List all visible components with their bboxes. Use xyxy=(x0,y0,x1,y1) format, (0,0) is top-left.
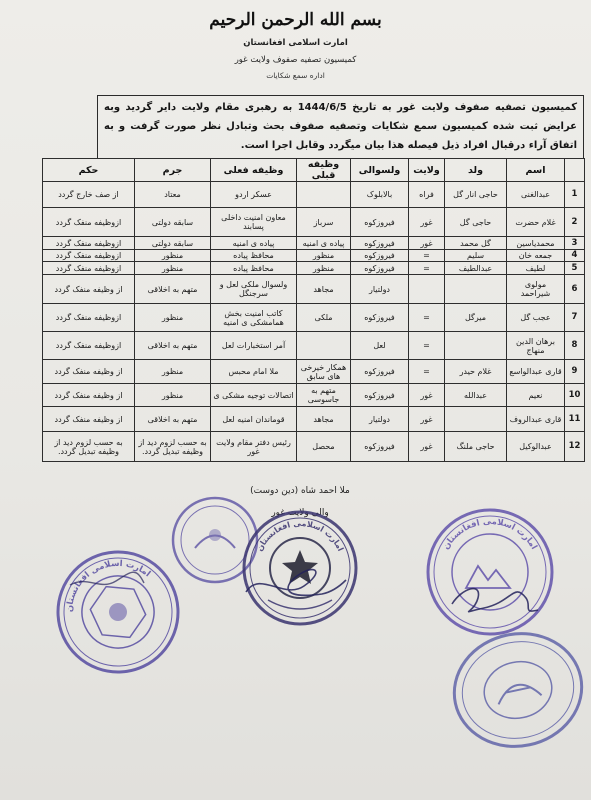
cell-prev-job: مجاهد xyxy=(297,407,351,432)
cell-verdict: از وظیفه منفک گردد xyxy=(43,407,135,432)
table-row xyxy=(43,407,585,432)
cell-curr-job: محافظ پیاده xyxy=(211,262,297,275)
cell-province: غور xyxy=(409,208,445,237)
cell-father: غلام حیدر xyxy=(445,360,507,384)
intro-paragraph: کمیسیون تصفیه صفوف ولایت غور به تاریخ 1444/6/5 به رهبری مقام ولایت دایر گردید وبه عرایض ثبت شده کمیسیون سمع شکایات وتصفیه صفوف بحث وتبادل نظر صورت گرفت و به اتفاق آراء درقبال افراد ذیل فیصله هذا بیان میگردد وقابل اجرا است. xyxy=(97,95,584,158)
table-row xyxy=(43,304,585,332)
cell-verdict: ازوظیفه منفک گردد xyxy=(43,208,135,237)
cell-curr-job: محافظ پیاده xyxy=(211,250,297,262)
cell-district: فیروزکوه xyxy=(351,360,409,384)
cell-name: قاری عبدالروف xyxy=(507,407,565,432)
col-header-name: اسم xyxy=(507,159,565,182)
table-row xyxy=(43,208,585,237)
cell-province: = xyxy=(409,360,445,384)
cell-verdict: ازوظیفه منفک گردد xyxy=(43,250,135,262)
cell-no: 8 xyxy=(565,332,585,360)
cell-father xyxy=(445,275,507,304)
cell-curr-job: اتصالات توجیه مشکی ی xyxy=(211,384,297,407)
col-header-curr-job: وظیفه فعلی xyxy=(211,159,297,182)
cell-district: فیروزکوه xyxy=(351,208,409,237)
cell-curr-job: کاتب امنیت بخش همامشکی ی امنیه xyxy=(211,304,297,332)
emirate-title: امارت اسلامی افغانستان xyxy=(243,38,348,48)
cell-name: نعیم xyxy=(507,384,565,407)
cell-father: عبدالطیف xyxy=(445,262,507,275)
cell-prev-job: منظور xyxy=(297,250,351,262)
cell-name: مولوی شیراحمد xyxy=(507,275,565,304)
cell-district: فیروزکوه xyxy=(351,262,409,275)
cell-province: غور xyxy=(409,407,445,432)
cell-curr-job: ولسوال ملکی لعل و سرجنگل xyxy=(211,275,297,304)
table-row xyxy=(43,360,585,384)
cell-verdict: ازوظیفه منفک گردد xyxy=(43,237,135,250)
cell-district: فیروزکوه xyxy=(351,384,409,407)
cell-crime: معتاد xyxy=(135,182,211,208)
cell-crime: متهم به اخلاقی xyxy=(135,407,211,432)
cell-prev-job: همکار خیرخی های سابق xyxy=(297,360,351,384)
cell-name: جمعه خان xyxy=(507,250,565,262)
cell-prev-job: متهم به جاسوسی xyxy=(297,384,351,407)
col-header-district: ولسوالی xyxy=(351,159,409,182)
cell-no: 6 xyxy=(565,275,585,304)
table-row xyxy=(43,432,585,462)
table-header-row xyxy=(43,159,585,182)
cell-crime: سابقه دولتی xyxy=(135,208,211,237)
cell-father: سلیم xyxy=(445,250,507,262)
cell-curr-job: آمر استخبارات لعل xyxy=(211,332,297,360)
cell-verdict: ازوظیفه منفک گردد xyxy=(43,332,135,360)
cell-crime: منظور xyxy=(135,384,211,407)
cell-name: محمدیاسین xyxy=(507,237,565,250)
cell-no: 4 xyxy=(565,250,585,262)
cell-father xyxy=(445,332,507,360)
cell-no: 12 xyxy=(565,432,585,462)
cell-crime: منظور xyxy=(135,360,211,384)
commission-title: کمیسیون تصفیه صفوف ولایت غور xyxy=(234,55,357,65)
signatory-name: ملا احمد شاه (دین دوست) xyxy=(250,486,350,496)
cell-province: غور xyxy=(409,384,445,407)
cell-verdict: از وظیفه منفک گردد xyxy=(43,275,135,304)
cell-verdict: به حسب لزوم دید از وظیفه تبدیل گردد. xyxy=(43,432,135,462)
cell-name: عبدالوکیل xyxy=(507,432,565,462)
cell-verdict: ازوظیفه منفک گردد xyxy=(43,262,135,275)
cell-curr-job: عسکر اردو xyxy=(211,182,297,208)
cell-father: حاجی گل xyxy=(445,208,507,237)
cell-verdict: از وظیفه منفک گردد xyxy=(43,384,135,407)
signatory-title: والی ولایت غور xyxy=(271,508,329,518)
cell-district: دولتیار xyxy=(351,275,409,304)
cell-district: فیروزکوه xyxy=(351,432,409,462)
table-body xyxy=(43,182,585,462)
cell-province: غور xyxy=(409,237,445,250)
cell-name: عبدالغنی xyxy=(507,182,565,208)
col-header-crime: جرم xyxy=(135,159,211,182)
cell-crime: متهم به اخلاقی xyxy=(135,332,211,360)
document-body xyxy=(42,95,584,462)
cell-name: لطیف xyxy=(507,262,565,275)
cell-verdict: از وظیفه منفک گردد xyxy=(43,360,135,384)
cell-province: غور xyxy=(409,432,445,462)
cell-verdict: ازوظیفه منفک گردد xyxy=(43,304,135,332)
cell-crime: سابقه دولتی xyxy=(135,237,211,250)
cell-no: 2 xyxy=(565,208,585,237)
col-header-province: ولایت xyxy=(409,159,445,182)
decision-table xyxy=(42,158,585,462)
cell-name: برهان الدین منهاج xyxy=(507,332,565,360)
cell-province: = xyxy=(409,304,445,332)
cell-district: فیروزکوه xyxy=(351,304,409,332)
cell-no: 3 xyxy=(565,237,585,250)
cell-no: 9 xyxy=(565,360,585,384)
cell-name: غلام حضرت xyxy=(507,208,565,237)
cell-crime: به حسب لزوم دید از وظیفه تبدیل گردد. xyxy=(135,432,211,462)
stamp-center-lettering: امارت اسلامی افغانستان xyxy=(254,518,346,553)
cell-no: 11 xyxy=(565,407,585,432)
cell-father: میرگل xyxy=(445,304,507,332)
cell-prev-job: محصل xyxy=(297,432,351,462)
cell-crime: متهم به اخلاقی xyxy=(135,275,211,304)
table-row xyxy=(43,332,585,360)
cell-province: = xyxy=(409,250,445,262)
cell-district: فیروزکوه xyxy=(351,250,409,262)
stamp-left-lettering: امارت اسلامی افغانستان xyxy=(64,558,153,613)
table-row xyxy=(43,250,585,262)
stamp-right-lettering: امارت اسلامی افغانستان xyxy=(441,516,539,552)
col-header-prev-job: وظیفه قبلی xyxy=(297,159,351,182)
cell-verdict: از صف خارج گردد xyxy=(43,182,135,208)
cell-name: عجب گل xyxy=(507,304,565,332)
cell-district: دولتیار xyxy=(351,407,409,432)
office-title: اداره سمع شکایات xyxy=(266,71,325,80)
cell-name: قاری عبدالواسع xyxy=(507,360,565,384)
cell-district: فیروزکوه xyxy=(351,237,409,250)
cell-prev-job: ملکی xyxy=(297,304,351,332)
cell-province xyxy=(409,275,445,304)
cell-prev-job xyxy=(297,182,351,208)
cell-district: لعل xyxy=(351,332,409,360)
cell-crime: منظور xyxy=(135,304,211,332)
cell-crime: منظور xyxy=(135,262,211,275)
cell-father xyxy=(445,407,507,432)
table-row xyxy=(43,275,585,304)
cell-province: = xyxy=(409,332,445,360)
col-header-verdict: حکم xyxy=(43,159,135,182)
bismillah-heading: بسم الله الرحمن الرحيم xyxy=(209,10,382,30)
cell-father: گل محمد xyxy=(445,237,507,250)
cell-father: حاجی ملنگ xyxy=(445,432,507,462)
cell-district: بالابلوک xyxy=(351,182,409,208)
cell-province: فراه xyxy=(409,182,445,208)
cell-father: حاجی انار گل xyxy=(445,182,507,208)
table-row xyxy=(43,237,585,250)
cell-curr-job: رئیس دفتر مقام ولایت غور xyxy=(211,432,297,462)
cell-no: 1 xyxy=(565,182,585,208)
cell-province: = xyxy=(409,262,445,275)
cell-father: عبدالله xyxy=(445,384,507,407)
cell-prev-job xyxy=(297,332,351,360)
table-row xyxy=(43,182,585,208)
col-header-no xyxy=(565,159,585,182)
table-row xyxy=(43,384,585,407)
cell-crime: منظور xyxy=(135,250,211,262)
cell-curr-job: ملا امام محبس xyxy=(211,360,297,384)
cell-no: 10 xyxy=(565,384,585,407)
cell-prev-job: سرباز xyxy=(297,208,351,237)
cell-prev-job: مجاهد xyxy=(297,275,351,304)
cell-prev-job: پیاده ی امنیه xyxy=(297,237,351,250)
cell-no: 7 xyxy=(565,304,585,332)
cell-curr-job: قوماندان امنیه لعل xyxy=(211,407,297,432)
cell-curr-job: پیاده ی امنیه xyxy=(211,237,297,250)
cell-curr-job: معاون امنیت داخلی پسابند xyxy=(211,208,297,237)
table-row xyxy=(43,262,585,275)
cell-prev-job: منظور xyxy=(297,262,351,275)
cell-no: 5 xyxy=(565,262,585,275)
col-header-father: ولد xyxy=(445,159,507,182)
